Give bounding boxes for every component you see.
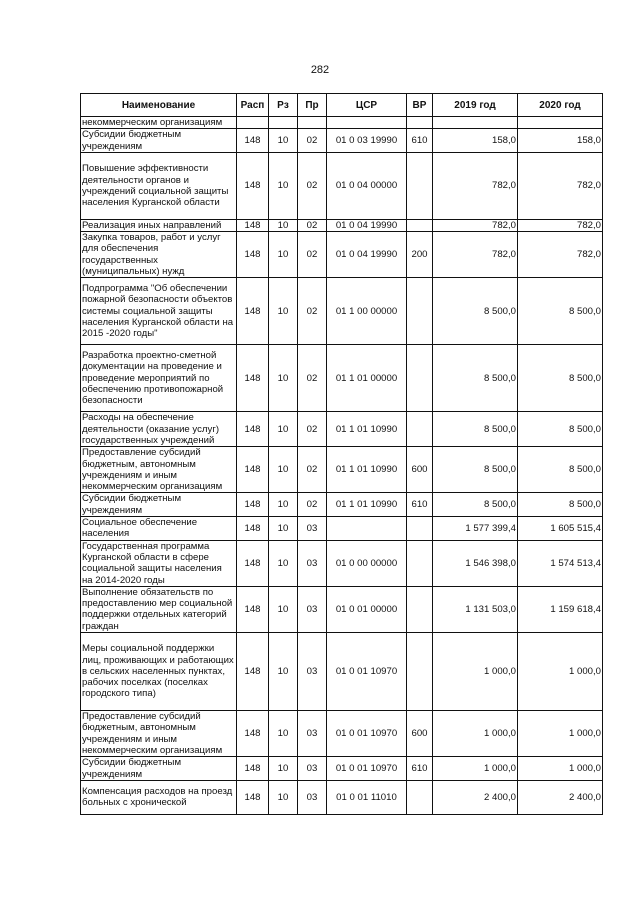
table-row [81, 345, 603, 412]
cell-csr: 01 0 01 00000 [327, 586, 407, 632]
cell-2019: 1 577 399,4 [433, 517, 518, 541]
cell-csr: 01 0 04 00000 [327, 152, 407, 219]
cell-rz: 10 [269, 152, 298, 219]
cell-rz: 10 [269, 540, 298, 586]
cell-pr: 03 [298, 540, 327, 586]
cell-csr: 01 0 01 10970 [327, 757, 407, 781]
cell-2019: 8 500,0 [433, 345, 518, 412]
cell-pr: 03 [298, 780, 327, 814]
cell-pr: 02 [298, 345, 327, 412]
cell-pr: 03 [298, 711, 327, 757]
cell-rasp: 148 [237, 540, 269, 586]
cell-name: Компенсация расходов на проезд больных с хронической [81, 780, 237, 814]
cell-csr: 01 0 01 10970 [327, 711, 407, 757]
table-row [81, 517, 603, 541]
table-row [81, 117, 603, 129]
cell-rasp: 148 [237, 232, 269, 278]
cell-vr [407, 517, 433, 541]
cell-2020: 782,0 [518, 232, 603, 278]
cell-2020: 1 000,0 [518, 711, 603, 757]
cell-vr [407, 278, 433, 345]
table-row [81, 493, 603, 517]
cell-csr: 01 1 01 00000 [327, 345, 407, 412]
cell-name: Закупка товаров, работ и услуг для обеспечения государственных (муниципальных) нужд [81, 232, 237, 278]
cell-rasp: 148 [237, 517, 269, 541]
cell-vr [407, 540, 433, 586]
cell-rz [269, 117, 298, 129]
cell-2019: 8 500,0 [433, 278, 518, 345]
cell-csr: 01 1 01 10990 [327, 493, 407, 517]
table-row [81, 757, 603, 781]
cell-rz: 10 [269, 517, 298, 541]
header-pr: Пр [298, 94, 327, 117]
cell-rz: 10 [269, 447, 298, 493]
cell-csr: 01 0 04 19990 [327, 232, 407, 278]
cell-rasp [237, 117, 269, 129]
cell-2020: 8 500,0 [518, 447, 603, 493]
cell-2019: 1 000,0 [433, 711, 518, 757]
table-row [81, 129, 603, 153]
cell-2019: 1 000,0 [433, 757, 518, 781]
cell-2020: 782,0 [518, 219, 603, 231]
cell-2019: 8 500,0 [433, 447, 518, 493]
cell-rasp: 148 [237, 711, 269, 757]
cell-2020: 158,0 [518, 129, 603, 153]
cell-vr: 600 [407, 447, 433, 493]
cell-pr: 03 [298, 586, 327, 632]
cell-rasp: 148 [237, 129, 269, 153]
cell-rasp: 148 [237, 152, 269, 219]
cell-name: Социальное обеспечение населения [81, 517, 237, 541]
cell-name: Предоставление субсидий бюджетным, автономным учреждениям и иным некоммерческим организациям [81, 711, 237, 757]
cell-2020: 8 500,0 [518, 345, 603, 412]
cell-pr: 02 [298, 493, 327, 517]
table-header-row [81, 94, 603, 117]
table-row [81, 447, 603, 493]
cell-2019: 2 400,0 [433, 780, 518, 814]
cell-2019 [433, 117, 518, 129]
cell-vr: 610 [407, 129, 433, 153]
cell-2020: 1 159 618,4 [518, 586, 603, 632]
cell-rz: 10 [269, 757, 298, 781]
cell-2020 [518, 117, 603, 129]
budget-table [80, 93, 603, 815]
cell-name: Меры социальной поддержки лиц, проживающих и работающих в сельских населенных пунктах, рабочих поселках (поселках городского типа) [81, 633, 237, 711]
table-row [81, 219, 603, 231]
cell-name: Предоставление субсидий бюджетным, автономным учреждениям и иным некоммерческим организациям [81, 447, 237, 493]
header-csr: ЦСР [327, 94, 407, 117]
header-rz: Рз [269, 94, 298, 117]
cell-pr [298, 117, 327, 129]
cell-csr: 01 0 01 10970 [327, 633, 407, 711]
cell-rasp: 148 [237, 412, 269, 447]
cell-csr: 01 1 00 00000 [327, 278, 407, 345]
cell-2019: 1 000,0 [433, 633, 518, 711]
cell-rz: 10 [269, 129, 298, 153]
cell-pr: 02 [298, 219, 327, 231]
table-row [81, 232, 603, 278]
cell-2020: 782,0 [518, 152, 603, 219]
cell-rz: 10 [269, 345, 298, 412]
cell-pr: 02 [298, 412, 327, 447]
cell-name: Субсидии бюджетным учреждениям [81, 493, 237, 517]
cell-name: Разработка проектно-сметной документации на проведение и проведение мероприятий по обеспечению противопожарной безопасности [81, 345, 237, 412]
table-row [81, 152, 603, 219]
cell-2020: 1 000,0 [518, 633, 603, 711]
cell-rasp: 148 [237, 757, 269, 781]
cell-2019: 1 131 503,0 [433, 586, 518, 632]
cell-2019: 1 546 398,0 [433, 540, 518, 586]
cell-rz: 10 [269, 711, 298, 757]
cell-pr: 02 [298, 152, 327, 219]
cell-rz: 10 [269, 232, 298, 278]
cell-rz: 10 [269, 586, 298, 632]
cell-rz: 10 [269, 780, 298, 814]
cell-name: Государственная программа Курганской области в сфере социальной защиты населения на 2014-2020 годы [81, 540, 237, 586]
cell-vr: 610 [407, 757, 433, 781]
cell-vr [407, 117, 433, 129]
header-rasp: Расп [237, 94, 269, 117]
cell-name: Подпрограмма "Об обеспечении пожарной безопасности объектов системы социальной защиты населения Курганской области на 2015 -2020 годы" [81, 278, 237, 345]
cell-csr: 01 0 04 19990 [327, 219, 407, 231]
cell-name: Расходы на обеспечение деятельности (оказание услуг) государственных учреждений [81, 412, 237, 447]
cell-vr [407, 219, 433, 231]
cell-vr [407, 780, 433, 814]
cell-rasp: 148 [237, 780, 269, 814]
cell-vr [407, 345, 433, 412]
cell-rasp: 148 [237, 633, 269, 711]
header-2020: 2020 год [518, 94, 603, 117]
cell-csr: 01 0 03 19990 [327, 129, 407, 153]
cell-vr: 200 [407, 232, 433, 278]
cell-csr: 01 0 00 00000 [327, 540, 407, 586]
cell-pr: 02 [298, 129, 327, 153]
cell-vr [407, 152, 433, 219]
cell-2020: 8 500,0 [518, 412, 603, 447]
cell-name: Реализация иных направлений [81, 219, 237, 231]
cell-2019: 158,0 [433, 129, 518, 153]
cell-2020: 1 574 513,4 [518, 540, 603, 586]
table-row [81, 780, 603, 814]
cell-rasp: 148 [237, 278, 269, 345]
cell-rasp: 148 [237, 447, 269, 493]
cell-rz: 10 [269, 493, 298, 517]
header-name: Наименование [81, 94, 237, 117]
table-row [81, 711, 603, 757]
cell-rz: 10 [269, 219, 298, 231]
cell-pr: 03 [298, 517, 327, 541]
page-number: 282 [310, 64, 330, 76]
table-row [81, 586, 603, 632]
cell-vr [407, 586, 433, 632]
cell-csr [327, 517, 407, 541]
cell-name: Субсидии бюджетным учреждениям [81, 757, 237, 781]
table-row [81, 633, 603, 711]
cell-csr: 01 1 01 10990 [327, 412, 407, 447]
cell-rasp: 148 [237, 219, 269, 231]
cell-pr: 03 [298, 633, 327, 711]
cell-vr [407, 633, 433, 711]
table-row [81, 540, 603, 586]
cell-name: Субсидии бюджетным учреждениям [81, 129, 237, 153]
cell-2019: 782,0 [433, 152, 518, 219]
cell-vr [407, 412, 433, 447]
cell-vr: 600 [407, 711, 433, 757]
cell-pr: 02 [298, 232, 327, 278]
cell-2019: 8 500,0 [433, 493, 518, 517]
table-row [81, 412, 603, 447]
cell-pr: 02 [298, 447, 327, 493]
cell-2019: 782,0 [433, 232, 518, 278]
cell-2020: 8 500,0 [518, 278, 603, 345]
cell-pr: 02 [298, 278, 327, 345]
cell-pr: 03 [298, 757, 327, 781]
cell-2019: 8 500,0 [433, 412, 518, 447]
cell-csr: 01 1 01 10990 [327, 447, 407, 493]
cell-name: некоммерческим организациям [81, 117, 237, 129]
cell-2019: 782,0 [433, 219, 518, 231]
cell-csr [327, 117, 407, 129]
cell-rasp: 148 [237, 345, 269, 412]
cell-rz: 10 [269, 633, 298, 711]
header-2019: 2019 год [433, 94, 518, 117]
header-vr: ВР [407, 94, 433, 117]
cell-vr: 610 [407, 493, 433, 517]
table-row [81, 278, 603, 345]
cell-2020: 1 605 515,4 [518, 517, 603, 541]
cell-csr: 01 0 01 11010 [327, 780, 407, 814]
cell-2020: 2 400,0 [518, 780, 603, 814]
cell-rz: 10 [269, 278, 298, 345]
cell-rz: 10 [269, 412, 298, 447]
cell-name: Выполнение обязательств по предоставлению мер социальной поддержки отдельных категорий граждан [81, 586, 237, 632]
cell-name: Повышение эффективности деятельности органов и учреждений социальной защиты населения Курганской области [81, 152, 237, 219]
cell-2020: 1 000,0 [518, 757, 603, 781]
cell-2020: 8 500,0 [518, 493, 603, 517]
cell-rasp: 148 [237, 586, 269, 632]
cell-rasp: 148 [237, 493, 269, 517]
